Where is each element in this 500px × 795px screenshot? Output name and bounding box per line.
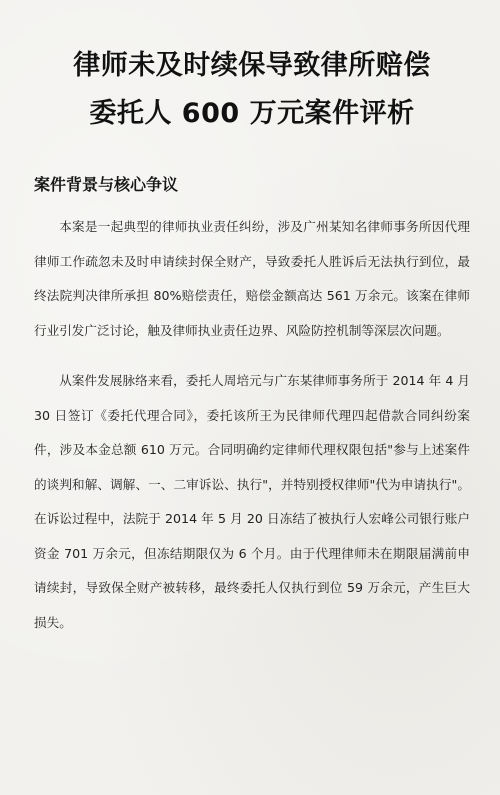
section-heading: 案件背景与核心争议 [34,175,179,194]
paragraph-1: 本案是一起典型的律师执业责任纠纷，涉及广州某知名律师事务所因代理律师工作疏忽未及时申请续封保全财产，导致委托人胜诉后无法执行到位，最终法院判决律所承担 80%赔偿责任，赔偿金额高达 561 万余元。该案在律师行业引发广泛讨论，触及律师执业责任边界、风险防控机制等深层次问题。 [34,219,470,338]
paragraph-2: 从案件发展脉络来看，委托人周培元与广东某律师事务所于 2014 年 4 月 30 日签订《委托代理合同》，委托该所王为民律师代理四起借款合同纠纷案件，涉及本金总额 610 万元。合同明确约定律师代理权限包括"参与上述案件的谈判和解、调解、一、二审诉讼、执行"，并特别授权律师"代为申请执行"。在诉讼过程中，法院于 2014 年 5 月 20 日冻结了被执行人宏峰公司银行账户资金 701 万余元，但冻结期限仅为 6 个月。由于代理律师未在期限届满前申请续封，导致保全财产被转移，最终委托人仅执行到位 59 万余元，产生巨大损失。 [34,373,470,630]
document-title [34,42,470,138]
title-line-1: 律师未及时续保导致律所赔偿 [73,50,431,81]
title-line-2: 委托人 600 万元案件评析 [89,98,415,129]
